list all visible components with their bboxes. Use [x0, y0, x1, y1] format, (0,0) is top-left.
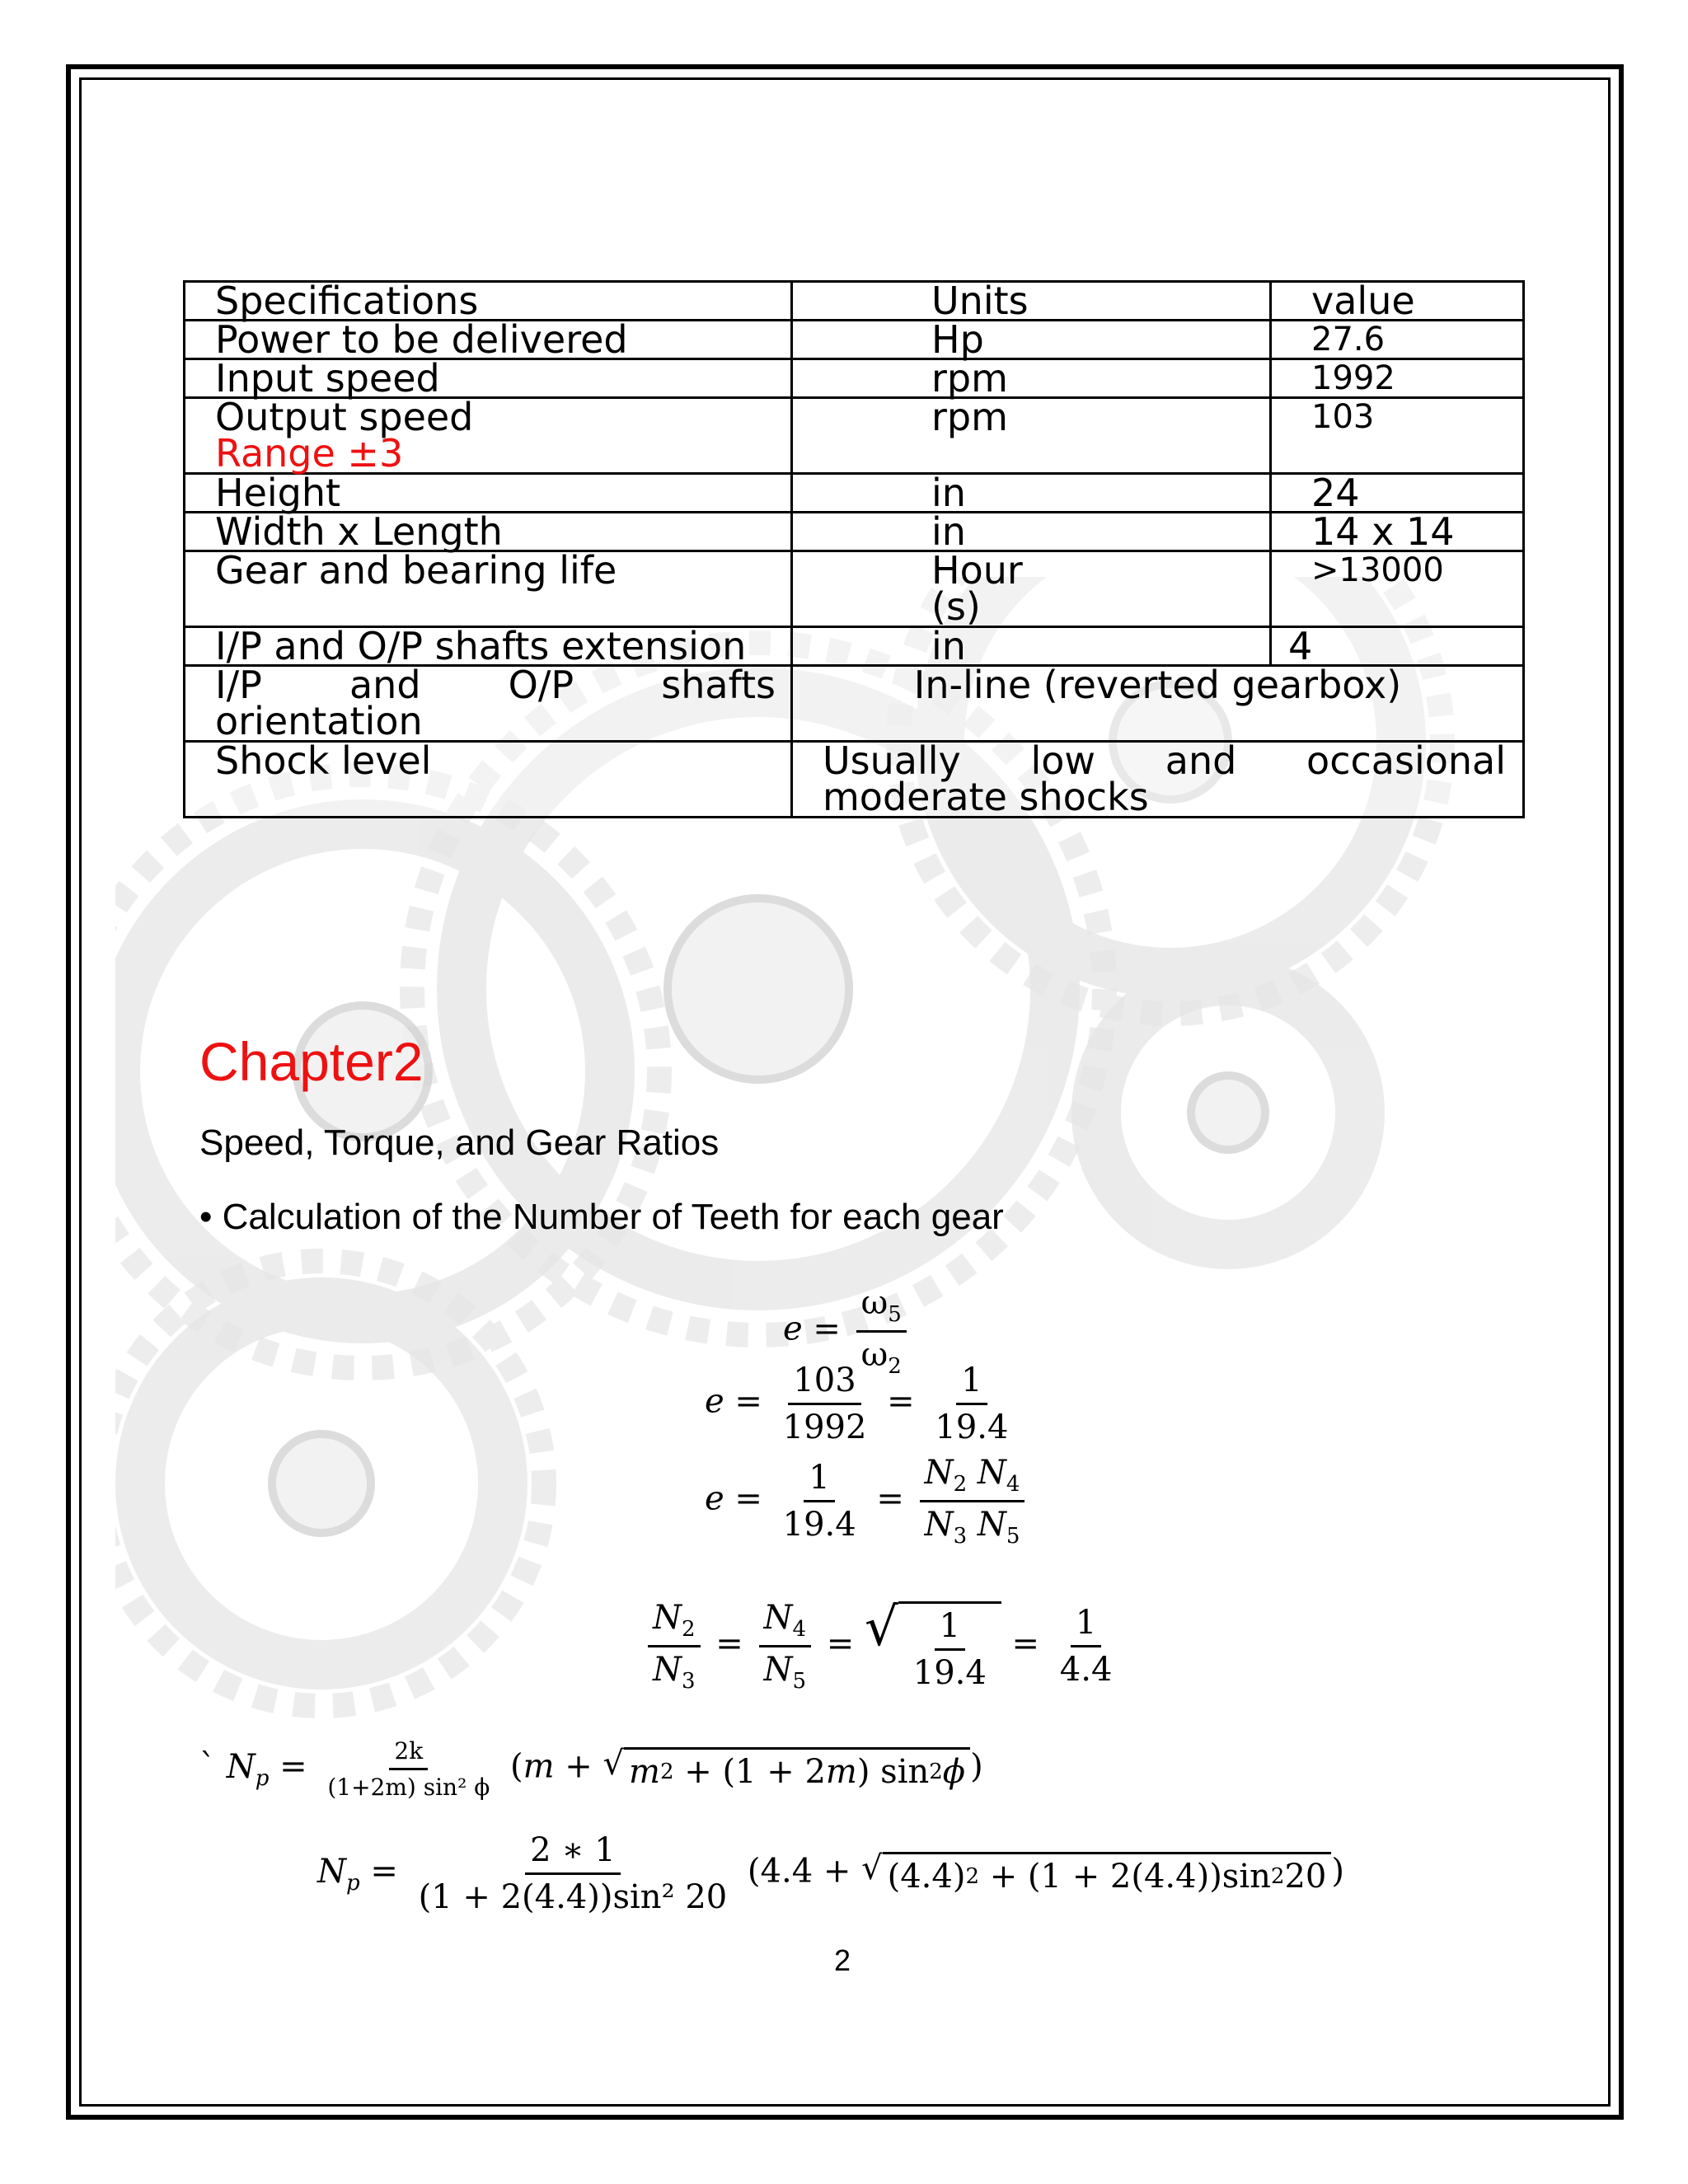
value-cell: 27.6: [1271, 321, 1524, 359]
value-cell: >13000: [1271, 551, 1524, 627]
value-cell: 4: [1271, 627, 1524, 666]
value-cell: 103: [1271, 398, 1524, 474]
unit-text: Hour (s): [931, 548, 1023, 629]
table-row: [185, 551, 1524, 627]
header-specifications: Specifications: [185, 282, 792, 321]
unit-cell: rpm: [792, 398, 1271, 474]
value-cell: 14 x 14: [1271, 513, 1524, 551]
header-units: Units: [792, 282, 1271, 321]
spec-text: Output speed: [215, 395, 474, 439]
table-row: [185, 359, 1524, 398]
np-denominator: (1+2m) sin² ϕ: [327, 1774, 490, 1801]
equation-tooth-ratio: $\frac{N_2}{N_3}$ = $\frac{N_4}{N_5}$ = √ $\frac{1}{19.4}$ = $\frac{1}{4.4}$: [643, 1599, 1122, 1694]
spec-cell: Width x Length: [185, 513, 792, 551]
unit-cell: in: [792, 513, 1271, 551]
equation-e-teeth: e = $\frac{1}{19.4}$ = $\frac{N_2 N_4}{N_3 N_5}$: [705, 1454, 1029, 1549]
equation-np-general: ` $N_p$ = $\frac{2k}{\text{(1+2m) sin² ϕ}}$ (m + √ m 2 + (1 + 2 m ) sin 2 ϕ ): [199, 1737, 983, 1801]
table-row: [185, 627, 1524, 666]
unit-cell: [792, 548, 1271, 629]
spec-cell: Shock level: [185, 742, 792, 818]
unit-cell: in: [792, 474, 1271, 513]
chapter-heading: Chapter2: [199, 1031, 424, 1092]
page-number: 2: [834, 1943, 851, 1977]
header-value: value: [1271, 282, 1524, 321]
equation-np-numeric: $N_p$ = $\frac{2 ∗ 1}{\text{(1 + 2(4.4))sin² 20}}$ (4.4 + √ (4.4) 2 + (1 + 2(4.4))sin 2 20 ): [317, 1831, 1344, 1916]
table-row: [185, 398, 1524, 474]
np-numerator: 2k: [389, 1737, 428, 1770]
spec-cell: Gear and bearing life: [185, 551, 792, 627]
unit-cell: in: [792, 627, 1271, 666]
bullet-item: • Calculation of the Number of Teeth for each gear: [199, 1197, 1004, 1237]
spec-cell: Height: [185, 474, 792, 513]
table-row: [185, 474, 1524, 513]
spec-cell: I/P and O/P shafts extension: [185, 627, 792, 666]
table-row: [185, 513, 1524, 551]
spec-cell: I/P and O/P shafts orientation: [185, 666, 792, 742]
unit-cell: rpm: [792, 359, 1271, 398]
merged-cell: Usually low and occasional moderate shocks: [792, 742, 1524, 818]
np2-denominator: (1 + 2(4.4))sin² 20: [418, 1878, 728, 1916]
unit-cell: Hp: [792, 321, 1271, 359]
section-subtitle: Speed, Torque, and Gear Ratios: [199, 1122, 720, 1163]
np2-numerator: 2 ∗ 1: [525, 1831, 621, 1875]
equation-e-omega: e = $\frac{\omega_5}{\omega_2}$: [783, 1284, 912, 1379]
table-row: [185, 742, 1524, 818]
range-note: Range ±3: [215, 431, 404, 476]
spec-cell: Input speed: [185, 359, 792, 398]
spec-cell: [185, 395, 792, 476]
value-cell: 24: [1271, 474, 1524, 513]
value-cell: 1992: [1271, 359, 1524, 398]
table-row: [185, 321, 1524, 359]
table-row: [185, 666, 1524, 742]
merged-cell: In-line (reverted gearbox): [792, 666, 1524, 742]
spec-cell: Power to be delivered: [185, 321, 792, 359]
equation-e-speeds: e = $\frac{103}{1992}$ = $\frac{1}{19.4}$: [705, 1361, 1009, 1446]
table-header-row: [185, 282, 1524, 321]
specifications-table: [183, 280, 1525, 818]
backtick-mark: `: [199, 1747, 216, 1786]
